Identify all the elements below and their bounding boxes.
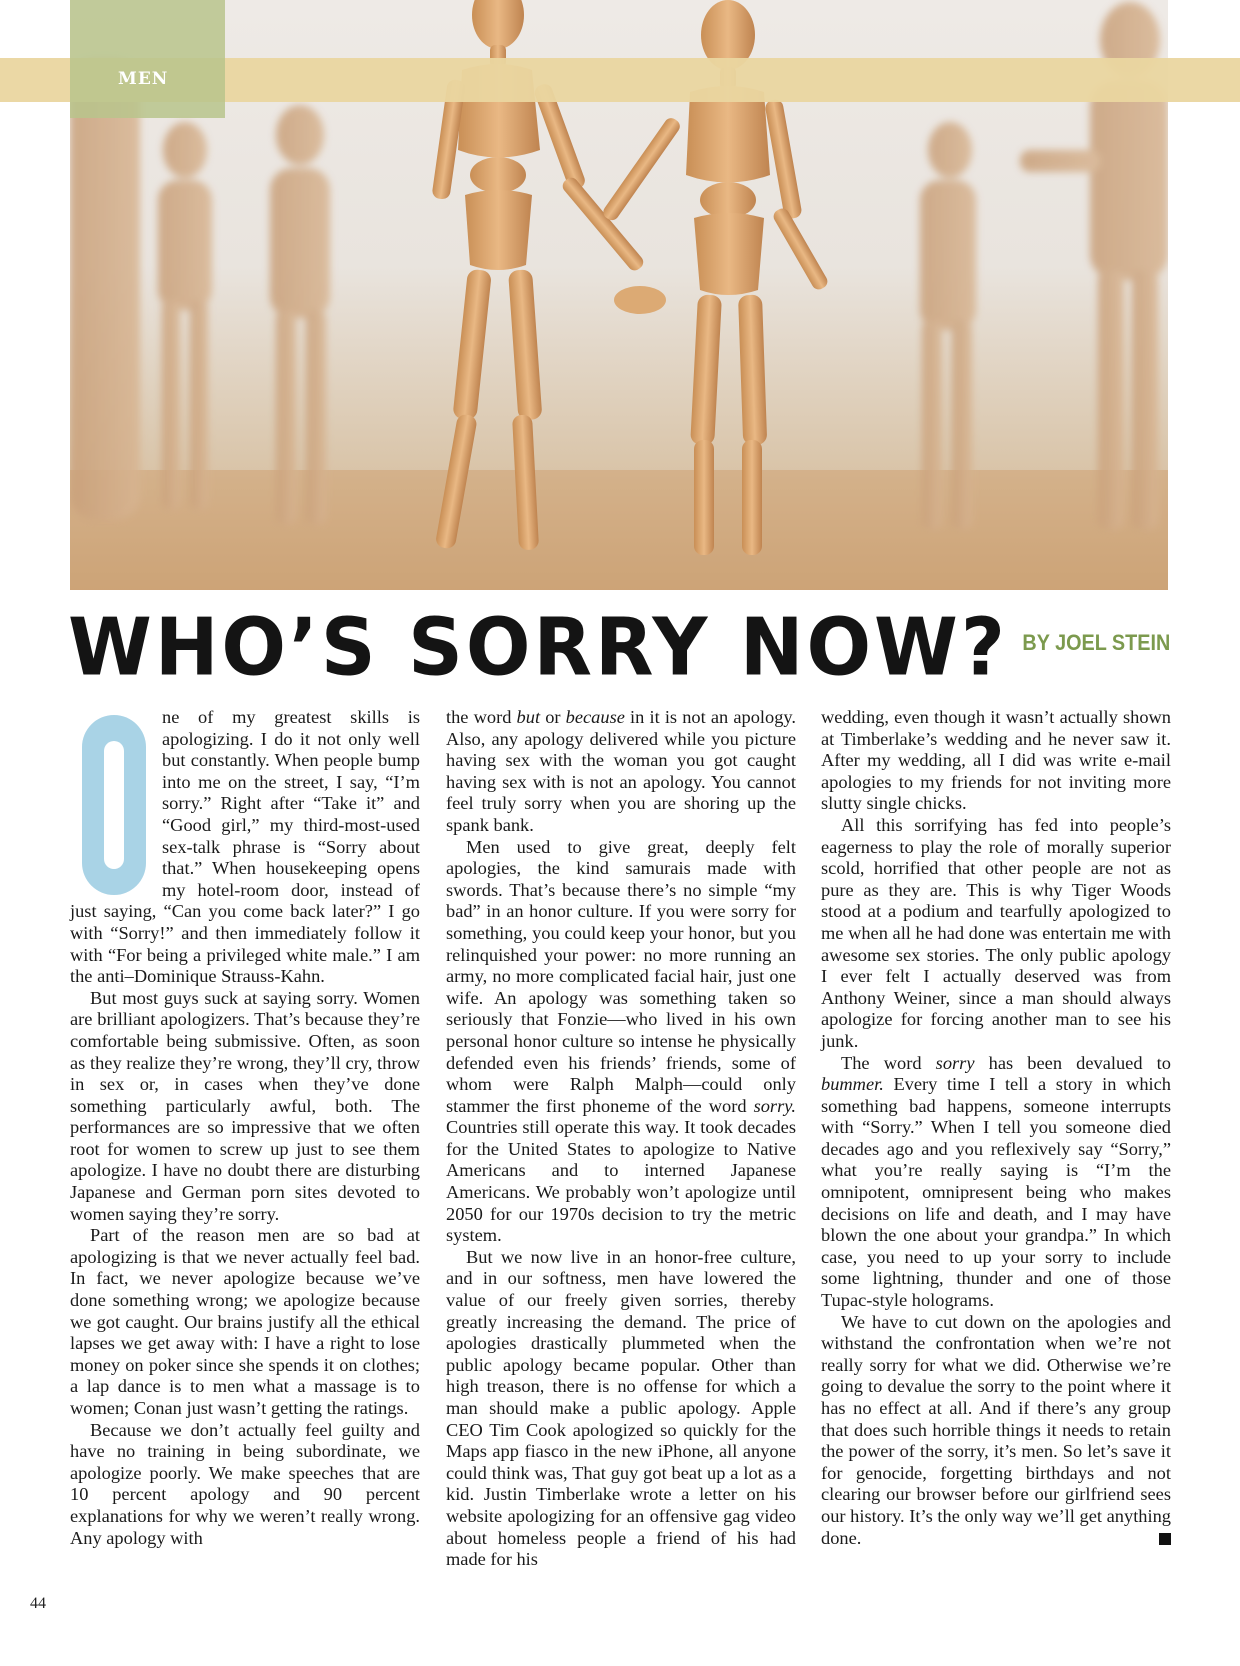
paragraph: But we now live in an honor-free culture, and in our softness, men have lowered the value of our freely given sorries, thereby greatly increasing the demand. The price of apologies drastically plummeted when the public apology became popular. Other than high treason, there is no offense for which a man should make a public apology. Apple CEO Tim Cook apologized so quickly for the Maps app fiasco in the new iPhone, all anyone could think was, That guy got beat up a lot as a kid. Justin Timberlake wrote a letter on his website apologizing for an offensive gag video about homeless people a friend of his had made for his (446, 1246, 796, 1570)
end-mark-icon (1159, 1533, 1171, 1545)
paragraph (446, 707, 796, 837)
paragraph: All this sorrifying has fed into people’s eagerness to play the role of morally superior scold, horrified that other people are not as pure as they are. This is why Tiger Woods stood at a podium and tearfully apologized to me when all he had done was entertain me with awesome sex stories. The only public apology I ever felt I actually deserved was from Anthony Weiner, since a man should always apologize for forcing another man to see his junk. (821, 814, 1171, 1051)
text-run: Every time I tell a story in which something bad happens, someone interrupts with “Sorry.” When I tell you someone died decades ago and you reflexively say “Sorry,” what you’re really saying is “I’m the omnipotent, omnipresent being who makes decisions on life and death, and I may have blown the one about your grandpa.” In which case, you need to up your sorry to include some lightning, thunder and one of those Tupac-style holograms. (821, 1074, 1171, 1311)
text-run: or (540, 707, 566, 727)
page-number: 44 (30, 1595, 46, 1612)
italic-word: bummer. (821, 1074, 884, 1095)
paragraph: Because we don’t actually feel guilty and have no training in being subordinate, we apologize poorly. We make speeches that are 10 percent apology and 90 percent explanations for why we weren’t really wrong. Any apology with (70, 1419, 420, 1548)
drop-cap-o (78, 711, 150, 899)
text-run: We have to cut down on the apologies and withstand the confrontation when we’re not really sorry for what we did. Otherwise we’re going to devalue the sorry to the point where it has no effect at all. And if there’s any group that does such horrible things it needs to retain the power of the sorry, it’s men. So let’s save it for genocide, forgetting birthdays and not clearing our browser before our girlfriend sees our history. It’s the only way we’ll get anything done. (821, 1311, 1171, 1548)
paragraph (446, 837, 796, 1247)
text-run: Countries still operate this way. It took decades for the United States to apologize to Native Americans and to interned Japanese Americans. We probably won’t apologize until 2050 for our 1970s decision to try the metric system. (446, 1117, 796, 1246)
italic-word: sorry (935, 1052, 975, 1073)
article-title: WHO’S SORRY NOW? (68, 600, 1008, 694)
text-run: The word (841, 1052, 936, 1073)
paragraph-text: ne of my greatest skills is apologizing. I do it not only well but constantly. When people bump into me on the street, I say, “I’m sorry.” Right after “Take it” and “Good girl,” my third-most-used sex-talk phrase is “Sorry about that.” When housekeeping opens my hotel-room door, instead of just saying, “Can you come back later?” I go with “Sorry!” and then immediately follow it with “For being a privileged white male.” I am the anti–Dominique Strauss-Kahn. (70, 707, 420, 987)
text-run: the word (446, 707, 517, 727)
italic-word: because (565, 707, 625, 727)
text-run: has been devalued to (974, 1052, 1171, 1073)
text-run: in it is not an apology. Also, any apology delivered while you picture having sex with the woman you got caught having sex with is not an apology. You cannot feel truly sorry when you are shoring up the spank bank. (446, 707, 797, 835)
paragraph: Part of the reason men are so bad at apologizing is that we never actually feel bad. In fact, we never apologize because we’ve done something wrong; we apologize because we got caught. Our brains justify all the ethical lapses we get away with: I have a right to lose money on poker since she spends it on clothes; a lap dance is to men what a massage is to women; Conan just wasn’t getting the ratings. (70, 1225, 420, 1418)
paragraph (70, 707, 420, 988)
italic-word: sorry. (753, 1095, 796, 1116)
paragraph: But most guys suck at saying sorry. Women are brilliant apologizers. That’s because they’re comfortable being submissive. Often, as soon as they realize they’re wrong, they’ll cry, throw in sex or, in cases when they’ve done something particularly awful, both. The performances are so impressive that we often root for women to screw up just to see them apologize. I have no doubt there are disturbing Japanese and German porn sites devoted to women saying they’re sorry. (70, 987, 420, 1224)
article-column-2 (446, 707, 796, 1571)
article-column-1 (70, 707, 420, 1549)
section-label: MEN (118, 69, 169, 89)
section-box (70, 0, 225, 118)
text-run: Men used to give great, deeply felt apologies, the kind samurais made with swords. That’s because there’s no simple “my bad” in an honor culture. If you were sorry for something, you could keep your honor, but you relinquished your power: no more running an army, no more complicated facial hair, just one wife. An apology was something taken so seriously that Fonzie—who lived in his own personal honor culture so intense he physically defended even his friends’ friends, some of whom were Ralph Malph—could only stammer the first phoneme of the word (446, 836, 796, 1116)
italic-word: but (516, 707, 541, 727)
byline: BY JOEL STEIN (1022, 630, 1170, 655)
article-column-3 (821, 707, 1171, 1549)
paragraph (821, 1312, 1171, 1550)
paragraph (821, 1053, 1171, 1312)
paragraph: wedding, even though it wasn’t actually shown at Timberlake’s wedding and he never saw it. After my wedding, all I did was write e-mail apologies to my friends for not inviting more slutty single chicks. (821, 707, 1171, 814)
